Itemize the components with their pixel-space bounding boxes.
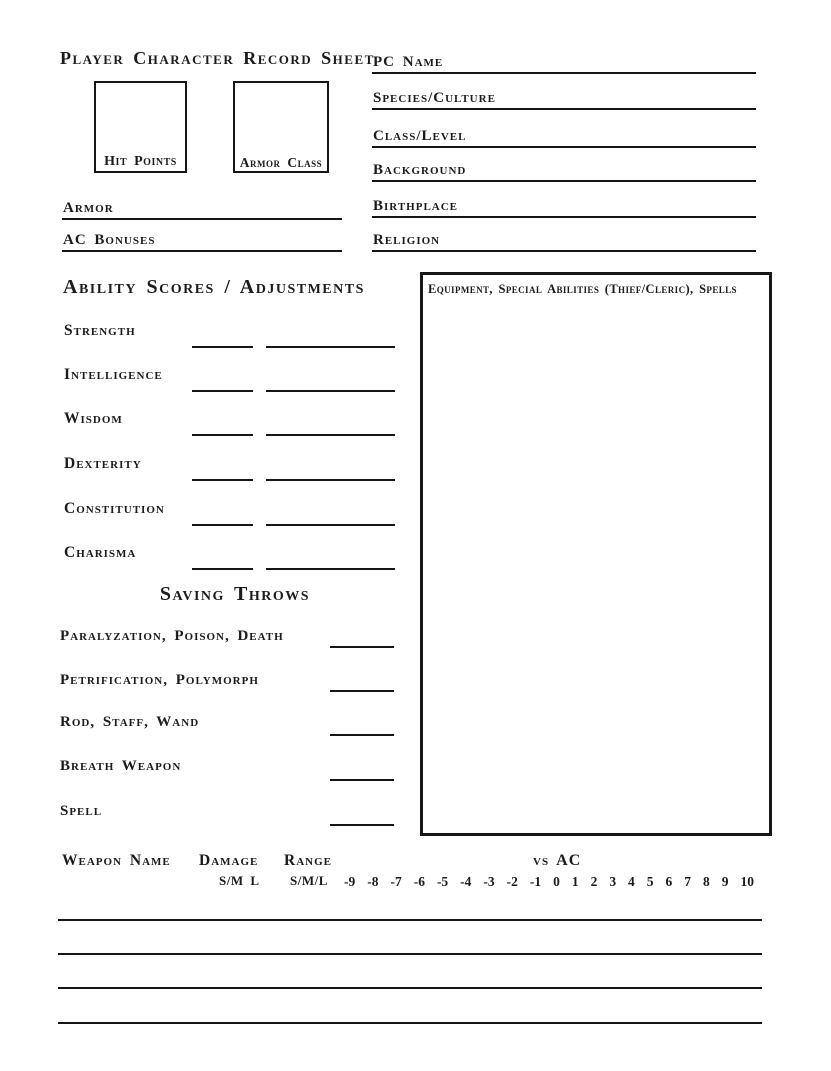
weapon-row-line-1[interactable]	[58, 919, 762, 921]
ac-value: 7	[684, 874, 691, 889]
wisdom-score-blank[interactable]	[192, 416, 253, 436]
ac-bonuses-field[interactable]	[62, 228, 342, 252]
hit-points-box[interactable]	[94, 81, 187, 173]
strength-adjustment-blank[interactable]	[266, 328, 395, 348]
save-petrification-blank[interactable]	[330, 672, 394, 692]
range-column-header: Range	[284, 852, 332, 869]
charisma-adjustment-blank[interactable]	[266, 550, 395, 570]
weapon-name-column-header: Weapon Name	[62, 852, 171, 869]
save-petrification-label: Petrification, Polymorph	[60, 672, 259, 688]
pc-name-field[interactable]	[372, 50, 756, 74]
damage-column-header: Damage	[199, 852, 259, 869]
constitution-label: Constitution	[64, 500, 165, 517]
class-level-label: Class/Level	[373, 128, 467, 144]
charisma-label: Charisma	[64, 544, 137, 561]
religion-label: Religion	[373, 232, 441, 248]
dexterity-label: Dexterity	[64, 455, 142, 472]
class-level-field[interactable]	[372, 124, 756, 148]
constitution-adjustment-blank[interactable]	[266, 506, 395, 526]
ac-value: -4	[460, 874, 472, 889]
save-paralyzation-label: Paralyzation, Poison, Death	[60, 628, 284, 644]
ac-value: -7	[390, 874, 402, 889]
wisdom-adjustment-blank[interactable]	[266, 416, 395, 436]
vs-ac-header: vs AC	[533, 852, 582, 869]
ac-value: 6	[665, 874, 673, 889]
save-spell-blank[interactable]	[330, 806, 394, 826]
save-breath-weapon-label: Breath Weapon	[60, 758, 182, 774]
ac-value: 2	[590, 874, 598, 889]
dexterity-adjustment-blank[interactable]	[266, 461, 395, 481]
ac-bonuses-field-label: AC Bonuses	[63, 232, 156, 248]
birthplace-field[interactable]	[372, 194, 756, 218]
damage-sml-subheader: S/M L	[219, 873, 260, 888]
ac-value: 0	[553, 874, 560, 889]
save-paralyzation-blank[interactable]	[330, 628, 394, 648]
species-culture-label: Species/Culture	[373, 90, 496, 106]
save-spell-label: Spell	[60, 803, 103, 819]
weapon-row-line-3[interactable]	[58, 987, 762, 989]
ac-value: -9	[344, 874, 356, 889]
ac-value: 4	[628, 874, 635, 889]
range-sml-subheader: S/M/L	[290, 873, 328, 888]
ac-value: 10	[740, 874, 754, 889]
religion-field[interactable]	[372, 228, 756, 252]
ability-scores-heading: Ability Scores / Adjustments	[63, 276, 365, 298]
wisdom-label: Wisdom	[64, 410, 123, 427]
equipment-panel-heading: Equipment, Special Abilities (Thief/Cleric), Spells	[428, 282, 737, 296]
saving-throws-heading: Saving Throws	[159, 583, 311, 605]
ac-value: -8	[367, 874, 379, 889]
ac-value: 1	[571, 874, 579, 889]
weapon-row-line-4[interactable]	[58, 1022, 762, 1024]
equipment-panel[interactable]	[420, 272, 772, 836]
armor-class-label: Armor Class	[239, 154, 323, 170]
strength-label: Strength	[64, 322, 136, 339]
intelligence-score-blank[interactable]	[192, 372, 253, 392]
ac-value: 5	[646, 874, 654, 889]
ac-value: -1	[529, 874, 542, 889]
ac-value: -2	[506, 874, 518, 889]
strength-score-blank[interactable]	[192, 328, 253, 348]
vs-ac-scale	[344, 874, 754, 890]
ac-value: 3	[609, 874, 617, 889]
charisma-score-blank[interactable]	[192, 550, 253, 570]
ac-value: -3	[483, 874, 495, 889]
armor-class-box[interactable]	[233, 81, 329, 173]
intelligence-adjustment-blank[interactable]	[266, 372, 395, 392]
hit-points-label: Hit Points	[104, 154, 177, 170]
birthplace-label: Birthplace	[373, 198, 459, 214]
save-breath-weapon-blank[interactable]	[330, 761, 394, 781]
save-rod-staff-wand-label: Rod, Staff, Wand	[60, 714, 200, 730]
sheet-title: Player Character Record Sheet	[60, 48, 375, 68]
intelligence-label: Intelligence	[64, 366, 163, 383]
ac-value: 9	[721, 874, 729, 889]
background-field[interactable]	[372, 158, 756, 182]
ac-value: -5	[436, 874, 449, 889]
species-culture-field[interactable]	[372, 86, 756, 110]
background-label: Background	[373, 162, 467, 178]
save-rod-staff-wand-blank[interactable]	[330, 716, 394, 736]
ac-value: 8	[702, 874, 710, 889]
ac-value: -6	[413, 874, 425, 889]
armor-field[interactable]	[62, 196, 342, 220]
armor-field-label: Armor	[63, 200, 114, 216]
dexterity-score-blank[interactable]	[192, 461, 253, 481]
pc-name-label: PC Name	[373, 54, 444, 70]
weapon-row-line-2[interactable]	[58, 953, 762, 955]
constitution-score-blank[interactable]	[192, 506, 253, 526]
